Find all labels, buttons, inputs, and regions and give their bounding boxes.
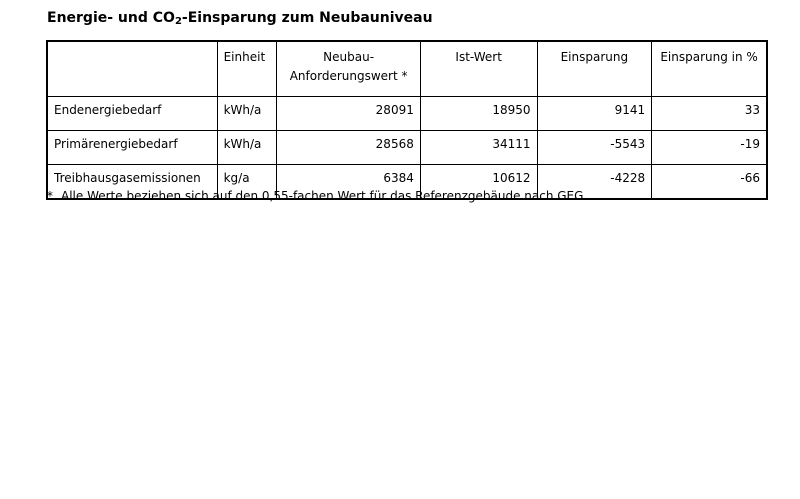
row-savings-percent-cell: 33	[652, 97, 767, 131]
row-label-cell: Endenergiebedarf	[47, 97, 217, 131]
header-actual-cell: Ist-Wert	[420, 41, 537, 97]
header-savings-percent-cell: Einsparung in %	[652, 41, 767, 97]
table-body	[47, 97, 767, 200]
row-unit-cell: kg/a	[217, 165, 277, 200]
title-subscript: 2	[174, 16, 182, 27]
row-requirement-cell: 6384	[277, 165, 420, 200]
page-title	[47, 10, 433, 27]
row-actual-cell: 18950	[420, 97, 537, 131]
header-label-cell	[47, 41, 217, 97]
footnote	[47, 189, 587, 203]
row-savings-cell: -4228	[537, 165, 652, 200]
table-header	[47, 41, 767, 97]
table-row	[47, 97, 767, 131]
header-savings-cell: Einsparung	[537, 41, 652, 97]
row-requirement-cell: 28568	[277, 131, 420, 165]
footnote-marker: *	[47, 189, 53, 203]
title-text-before: Energie- und CO	[47, 10, 175, 26]
row-actual-cell: 34111	[420, 131, 537, 165]
header-requirement-cell	[277, 41, 420, 97]
row-unit-cell: kWh/a	[217, 97, 277, 131]
savings-table	[46, 40, 768, 200]
header-unit-cell: Einheit	[217, 41, 277, 97]
header-requirement-line2: Anforderungswert *	[289, 69, 408, 83]
footnote-text: Alle Werte beziehen sich auf den 0,55-fachen Wert für das Referenzgebäude nach GEG.	[61, 189, 588, 203]
row-unit-cell: kWh/a	[217, 131, 277, 165]
row-requirement-cell: 28091	[277, 97, 420, 131]
row-savings-percent-cell: -19	[652, 131, 767, 165]
row-savings-cell: 9141	[537, 97, 652, 131]
row-savings-percent-cell: -66	[652, 165, 767, 200]
header-requirement-line1: Neubau-	[323, 50, 375, 64]
header-row	[47, 41, 767, 97]
table-row	[47, 131, 767, 165]
title-text-after: -Einsparung zum Neubauniveau	[181, 10, 433, 26]
row-label-cell: Treibhausgasemissionen	[47, 165, 217, 200]
row-label-cell: Primärenergiebedarf	[47, 131, 217, 165]
row-actual-cell: 10612	[420, 165, 537, 200]
row-savings-cell: -5543	[537, 131, 652, 165]
